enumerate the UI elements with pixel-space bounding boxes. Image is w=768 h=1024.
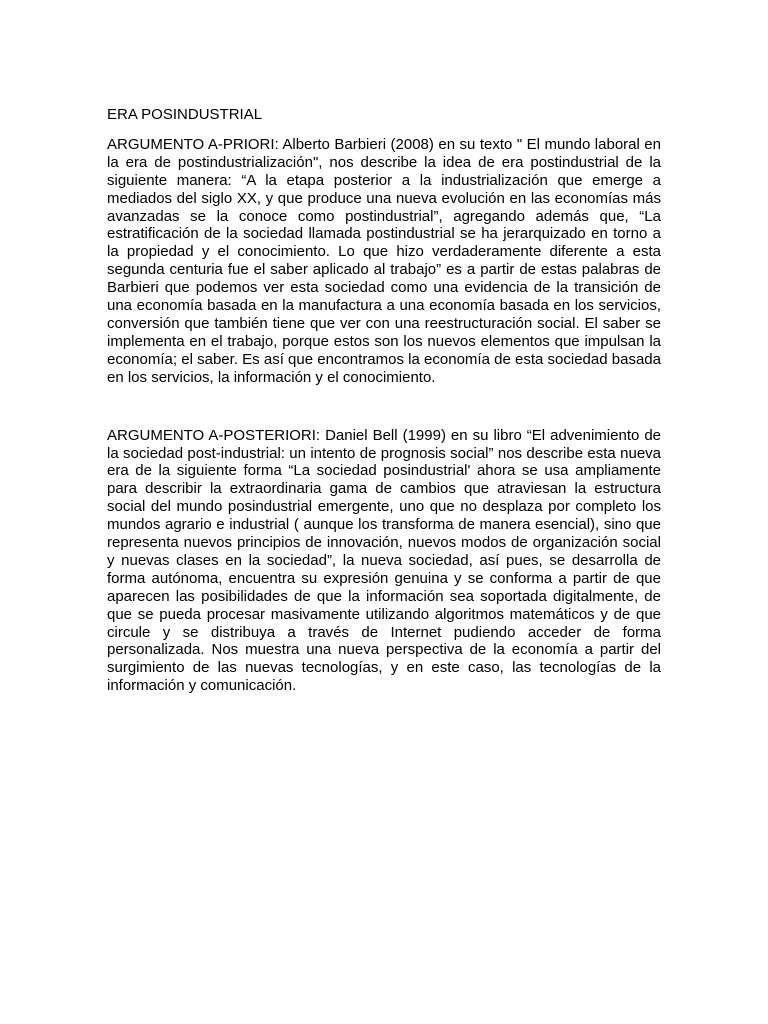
paragraph-a-priori: ARGUMENTO A-PRIORI: Alberto Barbieri (2008) en su texto " El mundo laboral en la era de postindustrialización", nos describe la idea de era postindustrial de la siguiente manera: “A la etapa posterior a la industrialización que emerge a mediados del siglo XX, y que produce una nueva evolución en las economías más avanzadas se la conoce como postindustrial”, agregando además que, “La estratificación de la sociedad llamada postindustrial se ha jerarquizado en torno a la propiedad y el conocimiento. Lo que hizo verdaderamente diferente a esta segunda centuria fue el saber aplicado al trabajo” es a partir de estas palabras de Barbieri que podemos ver esta sociedad como una evidencia de la transición de una economía basada en la manufactura a una economía basada en los servicios, conversión que también tiene que ver con una reestructuración social. El saber se implementa en el trabajo, porque estos son los nuevos elementos que impulsan la economía; el saber. Es así que encontramos la economía de esta sociedad basada en los servicios, la información y el conocimiento. [107,135,661,386]
paragraph-a-posteriori: ARGUMENTO A-POSTERIORI: Daniel Bell (1999) en su libro “El advenimiento de la sociedad post-industrial: un intento de prognosis social” nos describe esta nueva era de la siguiente forma “La sociedad posindustrial' ahora se usa ampliamente para describir la extraordinaria gama de cambios que atraviesan la estructura social del mundo posindustrial emergente, uno que no desplaza por completo los mundos agrario e industrial ( aunque los transforma de manera esencial), sino que representa nuevos principios de innovación, nuevos modos de organización social y nuevas clases en la sociedad”, la nueva sociedad, así pues, se desarrolla de forma autónoma, encuentra su expresión genuina y se conforma a partir de que aparecen las posibilidades de que la información sea soportada digitalmente, de que se pueda procesar masivamente utilizando algoritmos matemáticos y de que circule y se distribuya a través de Internet pudiendo acceder de forma personalizada. Nos muestra una nueva perspectiva de la economía a partir del surgimiento de las nuevas tecnologías, y en este caso, las tecnologías de la información y comunicación. [107,426,661,695]
document-page [107,106,661,695]
document-title: ERA POSINDUSTRIAL [107,106,263,123]
paragraph-spacer [107,387,661,427]
